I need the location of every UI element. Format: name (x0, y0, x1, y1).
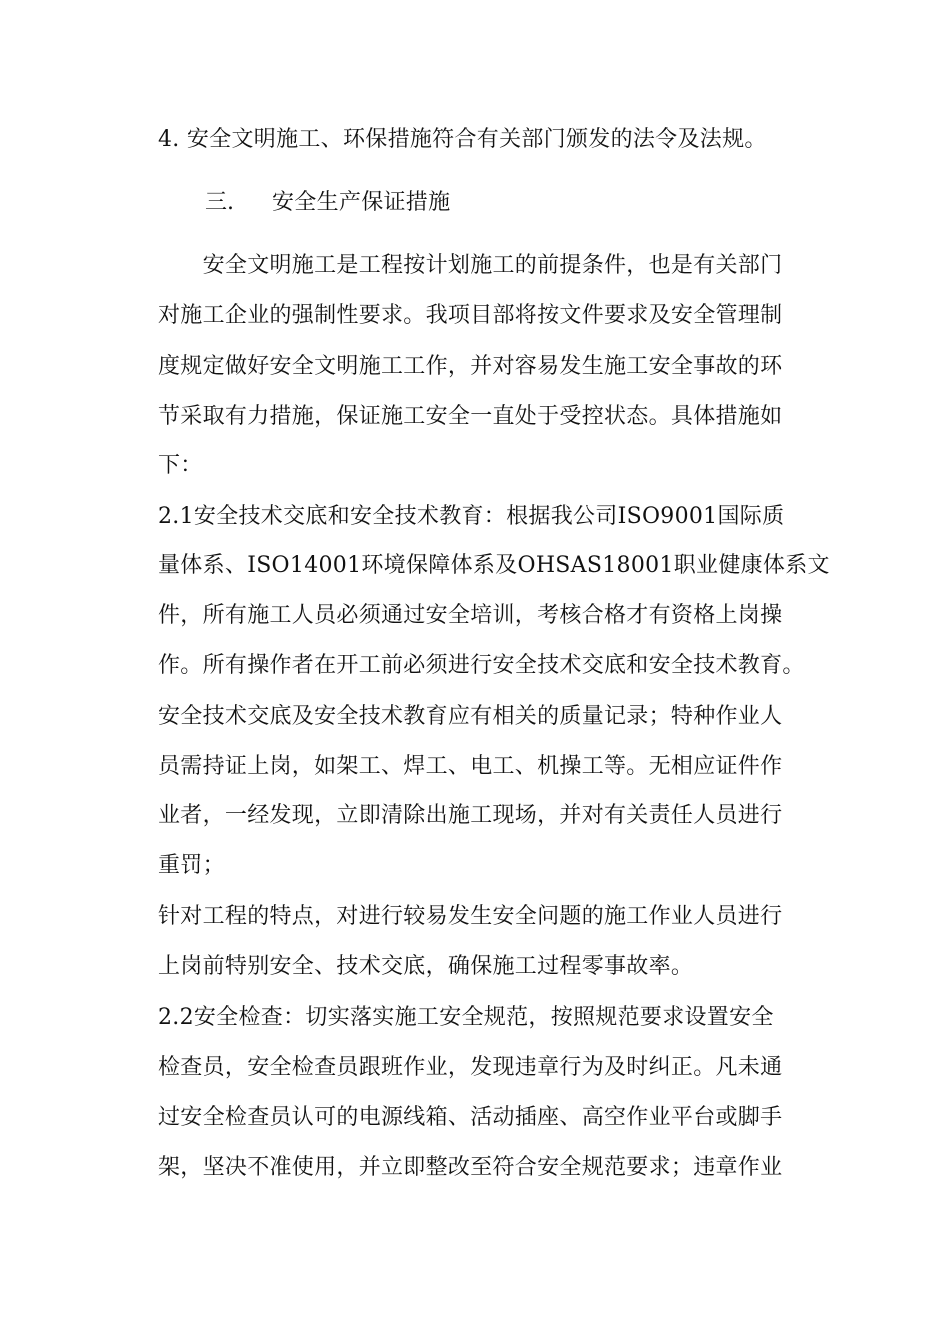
body-line: 业者，一经发现，立即清除出施工现场，并对有关责任人员进行 (158, 803, 783, 828)
body-line: 作。所有操作者在开工前必须进行安全技术交底和安全技术教育。 (158, 653, 805, 678)
section-number: 三. (205, 190, 234, 215)
body-line: 重罚； (158, 853, 225, 878)
body-line: 量体系、ISO14001环境保障体系及OHSAS18001职业健康体系文 (158, 553, 830, 578)
body-line: 2.2安全检查：切实落实施工安全规范，按照规范要求设置安全 (158, 1005, 774, 1030)
body-line: 上岗前特别安全、技术交底，确保施工过程零事故率。 (158, 954, 694, 979)
body-line: 针对工程的特点，对进行较易发生安全问题的施工作业人员进行 (158, 904, 783, 929)
body-line: 检查员，安全检查员跟班作业，发现违章行为及时纠正。凡未通 (158, 1055, 783, 1080)
body-line: 过安全检查员认可的电源线箱、活动插座、高空作业平台或脚手 (158, 1105, 783, 1130)
body-line: 节采取有力措施，保证施工安全一直处于受控状态。具体措施如 (158, 404, 783, 429)
body-line: 架，坚决不准使用，并立即整改至符合安全规范要求；违章作业 (158, 1155, 783, 1180)
section-title: 安全生产保证措施 (272, 190, 451, 215)
body-line: 件，所有施工人员必须通过安全培训，考核合格才有资格上岗操 (158, 603, 783, 628)
body-line: 员需持证上岗，如架工、焊工、电工、机操工等。无相应证件作 (158, 754, 783, 779)
list-item-4: 4. 安全文明施工、环保措施符合有关部门颁发的法令及法规。 (158, 127, 767, 152)
body-line: 对施工企业的强制性要求。我项目部将按文件要求及安全管理制 (158, 303, 783, 328)
body-line: 安全技术交底及安全技术教育应有相关的质量记录；特种作业人 (158, 704, 783, 729)
body-line: 下： (158, 453, 203, 478)
body-line: 安全文明施工是工程按计划施工的前提条件，也是有关部门 (158, 253, 783, 278)
body-line: 度规定做好安全文明施工工作，并对容易发生施工安全事故的环 (158, 354, 783, 379)
body-line: 2.1安全技术交底和安全技术教育：根据我公司ISO9001国际质 (158, 504, 785, 529)
